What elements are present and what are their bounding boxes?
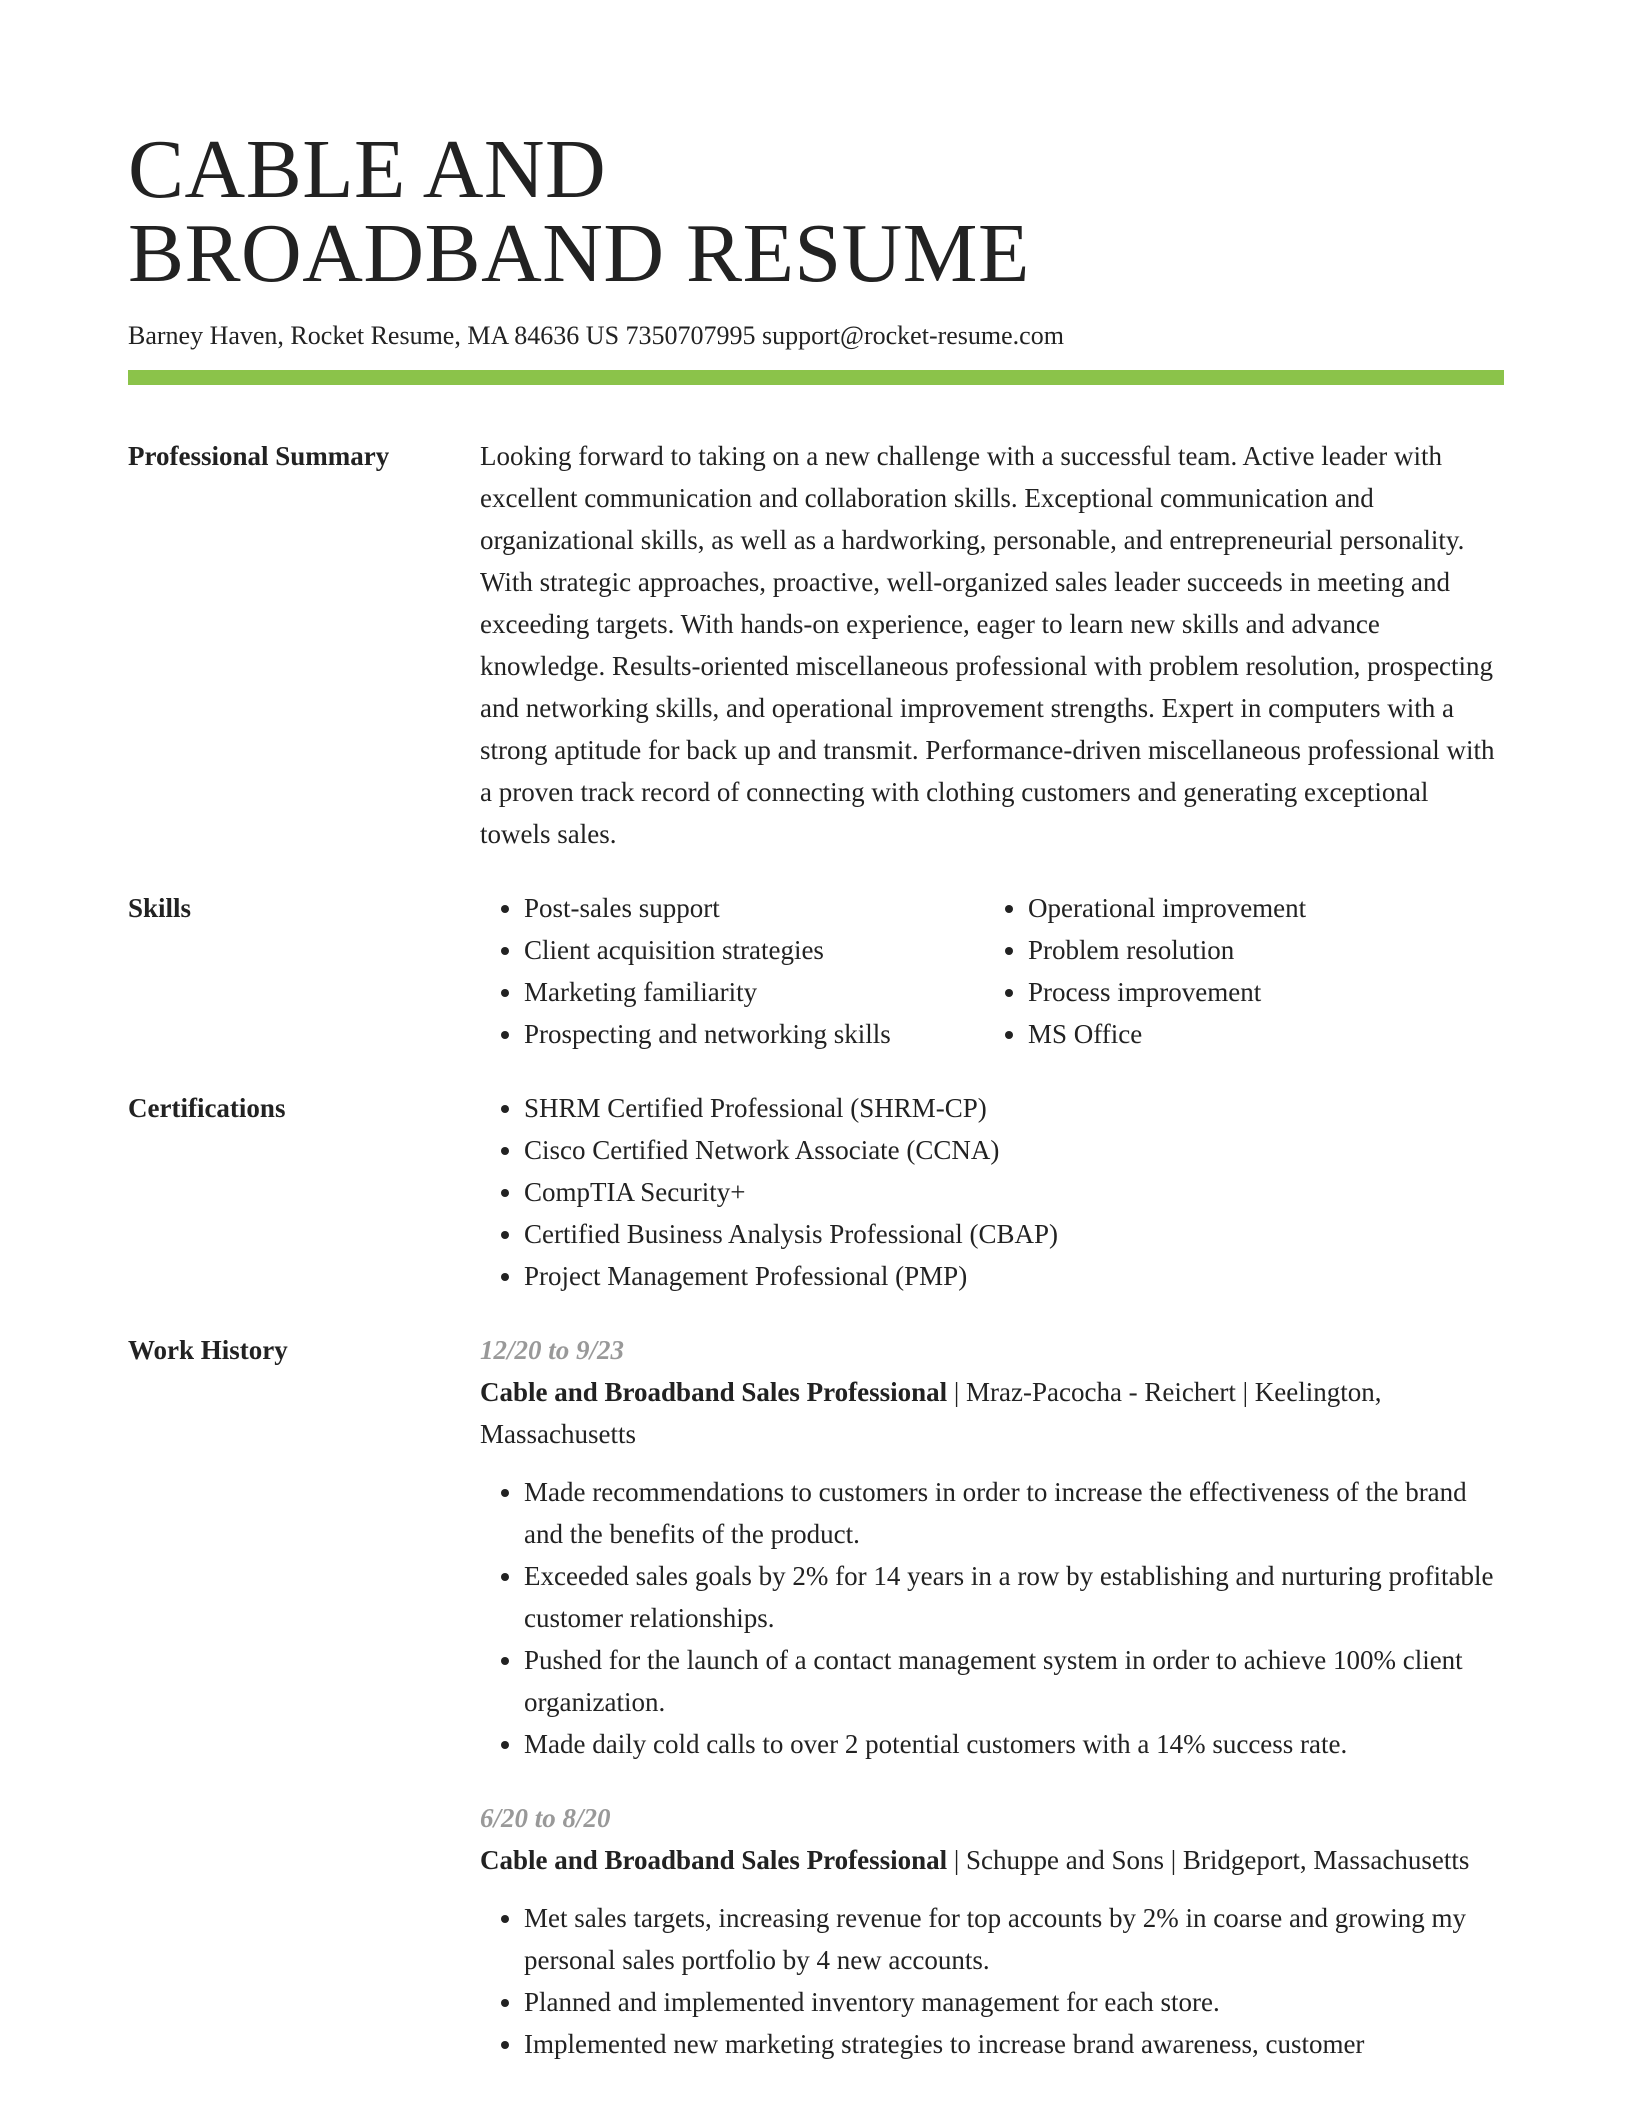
section-label-skills: Skills [128, 893, 192, 923]
summary-body [480, 435, 1504, 855]
skill-item: • Post-sales support [524, 887, 984, 929]
skill-item: • Process improvement [1028, 971, 1306, 1013]
skill-item: • Client acquisition strategies [524, 929, 984, 971]
title-line-1: CABLE AND [128, 123, 607, 216]
work-history-body [480, 1329, 1504, 2065]
title-line-2: BROADBAND RESUME [128, 207, 1030, 300]
skills-column-2 [984, 887, 1306, 1055]
job-title: Cable and Broadband Sales Professional [480, 1845, 948, 1875]
section-professional-summary [128, 435, 1504, 855]
job-dates: 12/20 to 9/23 [480, 1335, 625, 1365]
skill-item: • Operational improvement [1028, 887, 1306, 929]
skill-item: • MS Office [1028, 1013, 1306, 1055]
certification-item: • Project Management Professional (PMP) [524, 1255, 1504, 1297]
job-details: | Schuppe and Sons | Bridgeport, Massachusetts [947, 1845, 1470, 1875]
resume-page [128, 123, 1504, 2065]
section-label-certifications: Certifications [128, 1093, 286, 1123]
job-bullets [480, 1471, 1504, 1765]
job-bullet: • Pushed for the launch of a contact management system in order to achieve 100% client organization. [524, 1639, 1504, 1723]
job-bullet: • Made recommendations to customers in order to increase the effectiveness of the brand and the benefits of the product. [524, 1471, 1504, 1555]
skills-column-1 [480, 887, 984, 1055]
job-bullet: • Exceeded sales goals by 2% for 14 years in a row by establishing and nurturing profitable customer relationships. [524, 1555, 1504, 1639]
skill-item: • Prospecting and networking skills [524, 1013, 984, 1055]
job-bullet: • Implemented new marketing strategies to increase brand awareness, customer [524, 2023, 1504, 2065]
job-heading [480, 1839, 1504, 1881]
job-bullet: • Made daily cold calls to over 2 potential customers with a 14% success rate. [524, 1723, 1504, 1765]
section-certifications [128, 1087, 1504, 1297]
job-entry [480, 1797, 1504, 2065]
job-bullet: • Planned and implemented inventory management for each store. [524, 1981, 1504, 2023]
certification-item: • SHRM Certified Professional (SHRM-CP) [524, 1087, 1504, 1129]
certification-item: • Cisco Certified Network Associate (CCNA) [524, 1129, 1504, 1171]
section-work-history [128, 1329, 1504, 2065]
job-entry [480, 1329, 1504, 1765]
accent-divider [128, 370, 1504, 385]
contact-info: Barney Haven, Rocket Resume, MA 84636 US 7350707995 support@rocket-resume.com [128, 321, 1064, 350]
certifications-list [480, 1087, 1504, 1297]
certifications-body [480, 1087, 1504, 1297]
certification-item: • CompTIA Security+ [524, 1171, 1504, 1213]
job-dates: 6/20 to 8/20 [480, 1803, 611, 1833]
section-label-work-history: Work History [128, 1335, 288, 1365]
job-bullet: • Met sales targets, increasing revenue for top accounts by 2% in coarse and growing my personal sales portfolio by 4 new accounts. [524, 1897, 1504, 1981]
job-title: Cable and Broadband Sales Professional [480, 1377, 948, 1407]
section-label-summary: Professional Summary [128, 441, 390, 471]
skills-list [480, 887, 1504, 1055]
summary-text: Looking forward to taking on a new challenge with a successful team. Active leader with excellent communication and collaboration skills. Exceptional communication and organizational skills, as well as a hardworking, personable, and entrepreneurial personality. With strategic approaches, proactive, well-organized sales leader succeeds in meeting and exceeding targets. With hands-on experience, eager to learn new skills and advance knowledge. Results-oriented miscellaneous professional with problem resolution, prospecting and networking skills, and operational improvement strengths. Expert in computers with a strong aptitude for back up and transmit. Performance-driven miscellaneous professional with a proven track record of connecting with clothing customers and generating exceptional towels sales. [480, 441, 1495, 849]
resume-title [128, 123, 1504, 300]
skill-item: • Problem resolution [1028, 929, 1306, 971]
job-bullets [480, 1897, 1504, 2065]
job-heading [480, 1371, 1504, 1455]
skill-item: • Marketing familiarity [524, 971, 984, 1013]
job-details: | Mraz-Pacocha - Reichert | Keelington, Massachusetts [480, 1377, 1382, 1449]
certification-item: • Certified Business Analysis Professional (CBAP) [524, 1213, 1504, 1255]
section-skills [128, 887, 1504, 1055]
